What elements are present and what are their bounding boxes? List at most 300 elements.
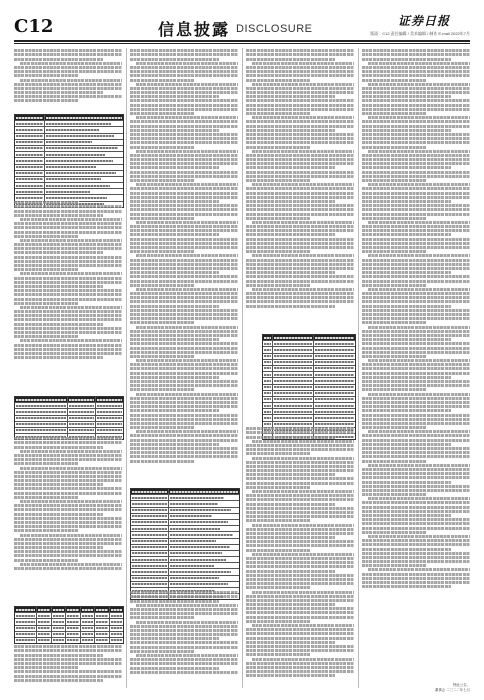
text-line xyxy=(246,238,354,241)
text-line xyxy=(130,641,238,644)
text-line xyxy=(246,645,354,648)
text-line xyxy=(130,451,238,454)
text-line xyxy=(362,447,470,450)
text-line xyxy=(130,342,238,345)
text-line xyxy=(14,74,79,77)
text-line xyxy=(130,376,219,379)
text-line xyxy=(246,549,311,552)
column-1-lower xyxy=(14,436,122,598)
text-line xyxy=(368,254,470,257)
text-line xyxy=(246,267,354,270)
text-line xyxy=(14,95,122,98)
text-line xyxy=(362,125,470,128)
text-line xyxy=(246,300,354,303)
text-line xyxy=(362,99,470,102)
text-line xyxy=(362,518,470,521)
text-line xyxy=(252,221,354,224)
text-line xyxy=(252,62,354,65)
text-line xyxy=(362,367,470,370)
text-line xyxy=(362,154,470,157)
text-line xyxy=(130,137,238,140)
text-line xyxy=(246,641,335,644)
text-line xyxy=(14,251,103,254)
text-line xyxy=(362,414,470,417)
text-line xyxy=(130,158,238,161)
text-line xyxy=(14,446,103,449)
text-line xyxy=(362,267,470,270)
text-line xyxy=(362,213,470,216)
text-line xyxy=(246,296,354,299)
text-line xyxy=(362,229,470,232)
text-line xyxy=(14,323,103,326)
text-line xyxy=(362,573,470,576)
text-line xyxy=(130,108,238,111)
text-line xyxy=(246,486,311,489)
text-line xyxy=(362,141,470,144)
text-line xyxy=(130,347,238,350)
text-line xyxy=(130,179,195,182)
text-line xyxy=(130,397,238,400)
text-line xyxy=(252,440,354,443)
text-line xyxy=(130,296,238,299)
text-line xyxy=(246,204,354,207)
text-line xyxy=(362,104,470,107)
text-line xyxy=(362,58,451,61)
text-line xyxy=(362,284,427,287)
text-line xyxy=(362,443,451,446)
text-line xyxy=(130,658,238,661)
text-line xyxy=(246,99,354,102)
text-line xyxy=(362,451,470,454)
text-line xyxy=(130,58,219,61)
text-line xyxy=(362,455,470,458)
column-3-lower xyxy=(246,426,354,688)
text-line xyxy=(246,95,335,98)
text-line xyxy=(362,79,427,82)
text-line xyxy=(246,603,335,606)
text-line xyxy=(14,666,79,669)
text-line xyxy=(136,83,238,86)
text-line xyxy=(246,280,354,283)
text-line xyxy=(130,229,238,232)
text-line xyxy=(14,260,122,263)
text-line xyxy=(246,611,354,614)
text-line xyxy=(136,621,238,624)
text-line xyxy=(246,649,354,652)
text-line xyxy=(130,242,238,245)
text-line xyxy=(368,359,470,362)
text-line xyxy=(362,179,427,182)
text-line xyxy=(14,314,122,317)
text-line xyxy=(368,288,470,291)
text-line xyxy=(362,95,451,98)
text-line xyxy=(246,637,354,640)
text-line xyxy=(14,529,79,532)
text-line xyxy=(14,483,103,486)
text-line xyxy=(362,548,451,551)
text-line xyxy=(130,616,195,619)
text-line xyxy=(362,564,427,567)
text-line xyxy=(130,280,238,283)
text-line xyxy=(362,120,470,123)
section-subtitle: DISCLOSURE xyxy=(236,23,313,35)
text-line xyxy=(130,321,195,324)
data-table-1 xyxy=(14,114,124,208)
text-line xyxy=(246,263,354,266)
text-line xyxy=(252,553,354,556)
text-line xyxy=(246,498,354,501)
newspaper-logo: 证券日报 xyxy=(398,14,451,28)
text-line xyxy=(362,347,470,350)
text-line xyxy=(14,310,122,313)
text-line xyxy=(14,235,79,238)
text-line xyxy=(130,595,238,598)
text-line xyxy=(14,58,103,61)
text-line xyxy=(246,620,311,623)
text-line xyxy=(252,288,354,291)
text-line xyxy=(362,271,451,274)
text-line xyxy=(14,264,122,267)
text-line xyxy=(130,455,238,458)
text-line xyxy=(130,650,195,653)
text-line xyxy=(130,646,238,649)
text-line xyxy=(136,326,238,329)
text-line xyxy=(252,116,354,119)
text-line xyxy=(130,338,219,341)
text-line xyxy=(14,649,122,652)
text-line xyxy=(362,514,451,517)
text-line xyxy=(362,397,470,400)
text-line xyxy=(130,267,238,270)
text-line xyxy=(246,595,354,598)
text-line xyxy=(246,275,354,278)
column-1-body xyxy=(14,200,122,390)
footer-line-2: 董事会 二〇二二年七月 xyxy=(435,687,470,692)
text-line xyxy=(14,205,122,208)
text-line xyxy=(130,418,238,421)
text-line xyxy=(20,218,122,221)
text-line xyxy=(14,679,103,682)
text-line xyxy=(130,460,195,463)
text-line xyxy=(14,471,122,474)
text-line xyxy=(246,528,354,531)
text-line xyxy=(14,658,122,661)
text-line xyxy=(362,493,427,496)
text-line xyxy=(246,436,335,439)
text-line xyxy=(14,281,122,284)
text-line xyxy=(246,58,335,61)
text-line xyxy=(362,531,427,534)
text-line xyxy=(130,284,195,287)
text-line xyxy=(246,229,354,232)
text-line xyxy=(362,192,470,195)
text-line xyxy=(362,342,470,345)
text-line xyxy=(362,401,470,404)
text-line xyxy=(246,70,354,73)
text-line xyxy=(14,454,122,457)
text-line xyxy=(362,171,470,174)
text-line xyxy=(246,104,354,107)
text-line xyxy=(130,637,219,640)
text-line xyxy=(246,53,354,56)
text-line xyxy=(362,338,451,341)
text-line xyxy=(362,196,470,199)
text-line xyxy=(362,510,470,513)
text-line xyxy=(14,344,122,347)
text-line xyxy=(246,192,354,195)
text-line xyxy=(362,539,470,542)
text-line xyxy=(14,538,122,541)
text-line xyxy=(368,183,470,186)
text-line xyxy=(130,351,238,354)
text-line xyxy=(130,200,219,203)
text-line xyxy=(246,158,354,161)
text-line xyxy=(14,268,79,271)
text-line xyxy=(362,481,451,484)
text-line xyxy=(362,501,470,504)
text-line xyxy=(362,405,470,408)
text-line xyxy=(362,275,470,278)
text-line xyxy=(14,504,122,507)
text-line xyxy=(14,87,122,90)
text-line xyxy=(14,277,122,280)
text-line xyxy=(14,496,79,499)
text-line xyxy=(130,238,238,241)
text-line xyxy=(362,476,470,479)
text-line xyxy=(136,183,238,186)
text-line xyxy=(246,146,311,149)
text-line xyxy=(246,175,354,178)
text-line xyxy=(246,461,354,464)
data-table-4 xyxy=(130,488,240,600)
text-line xyxy=(130,367,238,370)
text-line xyxy=(252,624,354,627)
text-line xyxy=(246,120,354,123)
text-line xyxy=(362,259,470,262)
text-line xyxy=(130,99,238,102)
text-line xyxy=(246,242,354,245)
text-line xyxy=(130,233,219,236)
text-line xyxy=(130,162,238,165)
text-line xyxy=(14,327,122,330)
text-line xyxy=(246,469,354,472)
text-line xyxy=(368,62,470,65)
text-line xyxy=(362,225,470,228)
text-line xyxy=(20,339,122,342)
text-line xyxy=(246,233,335,236)
text-line xyxy=(246,87,354,90)
text-line xyxy=(14,222,122,225)
text-line xyxy=(14,542,122,545)
text-line xyxy=(130,87,238,90)
text-line xyxy=(14,487,122,490)
text-line xyxy=(368,535,470,538)
text-line xyxy=(362,66,470,69)
text-line xyxy=(362,208,470,211)
text-line xyxy=(130,66,238,69)
text-line xyxy=(14,441,122,444)
text-line xyxy=(130,217,195,220)
text-line xyxy=(246,662,354,665)
text-line xyxy=(130,300,238,303)
text-line xyxy=(14,348,122,351)
text-line xyxy=(136,62,238,65)
text-line xyxy=(14,356,103,359)
text-line xyxy=(130,91,238,94)
text-line xyxy=(362,300,470,303)
text-line xyxy=(130,196,238,199)
page-number: C12 xyxy=(14,16,54,37)
text-line xyxy=(362,330,470,333)
text-line xyxy=(130,405,238,408)
text-line xyxy=(362,434,470,437)
text-line xyxy=(130,355,195,358)
text-line xyxy=(14,513,103,516)
text-line xyxy=(246,582,354,585)
column-2-lower xyxy=(130,590,238,688)
text-line xyxy=(362,74,470,77)
text-line xyxy=(130,271,219,274)
text-line xyxy=(362,217,427,220)
text-line xyxy=(362,418,470,421)
text-line xyxy=(246,137,354,140)
text-line xyxy=(130,263,238,266)
text-line xyxy=(246,511,354,514)
text-line xyxy=(362,468,470,471)
text-line xyxy=(246,125,354,128)
page-footer xyxy=(435,683,470,692)
text-line xyxy=(130,120,238,123)
text-line xyxy=(362,489,470,492)
section-title: 信息披露 xyxy=(158,20,231,39)
text-line xyxy=(14,546,103,549)
text-line xyxy=(362,175,470,178)
text-line xyxy=(368,83,470,86)
text-line xyxy=(246,271,335,274)
text-line xyxy=(246,431,354,434)
text-line xyxy=(14,53,122,56)
text-line xyxy=(130,334,238,337)
page-content xyxy=(14,48,470,688)
text-line xyxy=(130,141,238,144)
column-4 xyxy=(362,48,470,688)
text-line xyxy=(20,79,122,82)
text-line xyxy=(252,457,354,460)
text-line xyxy=(14,201,79,204)
text-line xyxy=(246,574,354,577)
text-line xyxy=(246,473,335,476)
text-line xyxy=(368,568,470,571)
masthead-rule xyxy=(14,40,470,42)
text-line xyxy=(368,393,470,396)
text-line xyxy=(130,629,238,632)
column-1-end xyxy=(14,644,122,688)
text-line xyxy=(362,485,470,488)
text-line xyxy=(362,238,470,241)
text-line xyxy=(14,66,122,69)
text-line xyxy=(362,292,470,295)
text-line xyxy=(130,612,238,615)
data-table-2 xyxy=(14,396,124,440)
text-line xyxy=(362,581,470,584)
text-line xyxy=(14,645,122,648)
text-line xyxy=(136,430,238,433)
text-line xyxy=(14,99,79,102)
text-line xyxy=(130,330,238,333)
text-line xyxy=(368,116,470,119)
text-line xyxy=(130,250,195,253)
text-line xyxy=(136,288,238,291)
text-line xyxy=(362,49,470,52)
text-line xyxy=(362,409,451,412)
text-line xyxy=(14,298,122,301)
text-line xyxy=(246,213,354,216)
text-line xyxy=(136,393,238,396)
text-line xyxy=(362,460,427,463)
text-line xyxy=(130,662,238,665)
text-line xyxy=(130,292,238,295)
text-line xyxy=(362,472,470,475)
text-line xyxy=(362,200,451,203)
column-divider xyxy=(242,48,243,688)
text-line xyxy=(246,427,354,430)
text-line xyxy=(362,506,470,509)
text-line xyxy=(130,372,238,375)
text-line xyxy=(362,91,470,94)
text-line xyxy=(14,670,122,673)
text-line xyxy=(362,380,470,383)
text-line xyxy=(362,87,470,90)
text-line xyxy=(246,217,311,220)
text-line xyxy=(362,250,427,253)
text-line xyxy=(362,158,470,161)
text-line xyxy=(14,231,122,234)
text-line xyxy=(362,552,470,555)
text-line xyxy=(136,254,238,257)
text-line xyxy=(252,150,354,153)
text-line xyxy=(130,384,238,387)
text-line xyxy=(246,515,354,518)
text-line xyxy=(14,91,103,94)
text-line xyxy=(246,632,354,635)
text-line xyxy=(246,507,354,510)
text-line xyxy=(14,70,122,73)
text-line xyxy=(130,401,238,404)
text-line xyxy=(130,667,219,670)
text-line xyxy=(362,313,470,316)
text-line xyxy=(14,492,122,495)
text-line xyxy=(246,666,354,669)
text-line xyxy=(130,146,195,149)
text-line xyxy=(20,272,122,275)
text-line xyxy=(14,331,122,334)
text-line xyxy=(130,95,219,98)
text-line xyxy=(130,608,238,611)
text-line xyxy=(362,309,470,312)
text-line xyxy=(14,256,122,259)
text-line xyxy=(246,292,354,295)
text-line xyxy=(14,654,103,657)
text-line xyxy=(246,246,354,249)
text-line xyxy=(14,285,103,288)
text-line xyxy=(20,500,122,503)
table-row xyxy=(15,638,123,643)
text-line xyxy=(246,162,354,165)
text-line xyxy=(14,521,122,524)
text-line xyxy=(14,662,122,665)
text-line xyxy=(14,475,122,478)
text-line xyxy=(246,225,354,228)
